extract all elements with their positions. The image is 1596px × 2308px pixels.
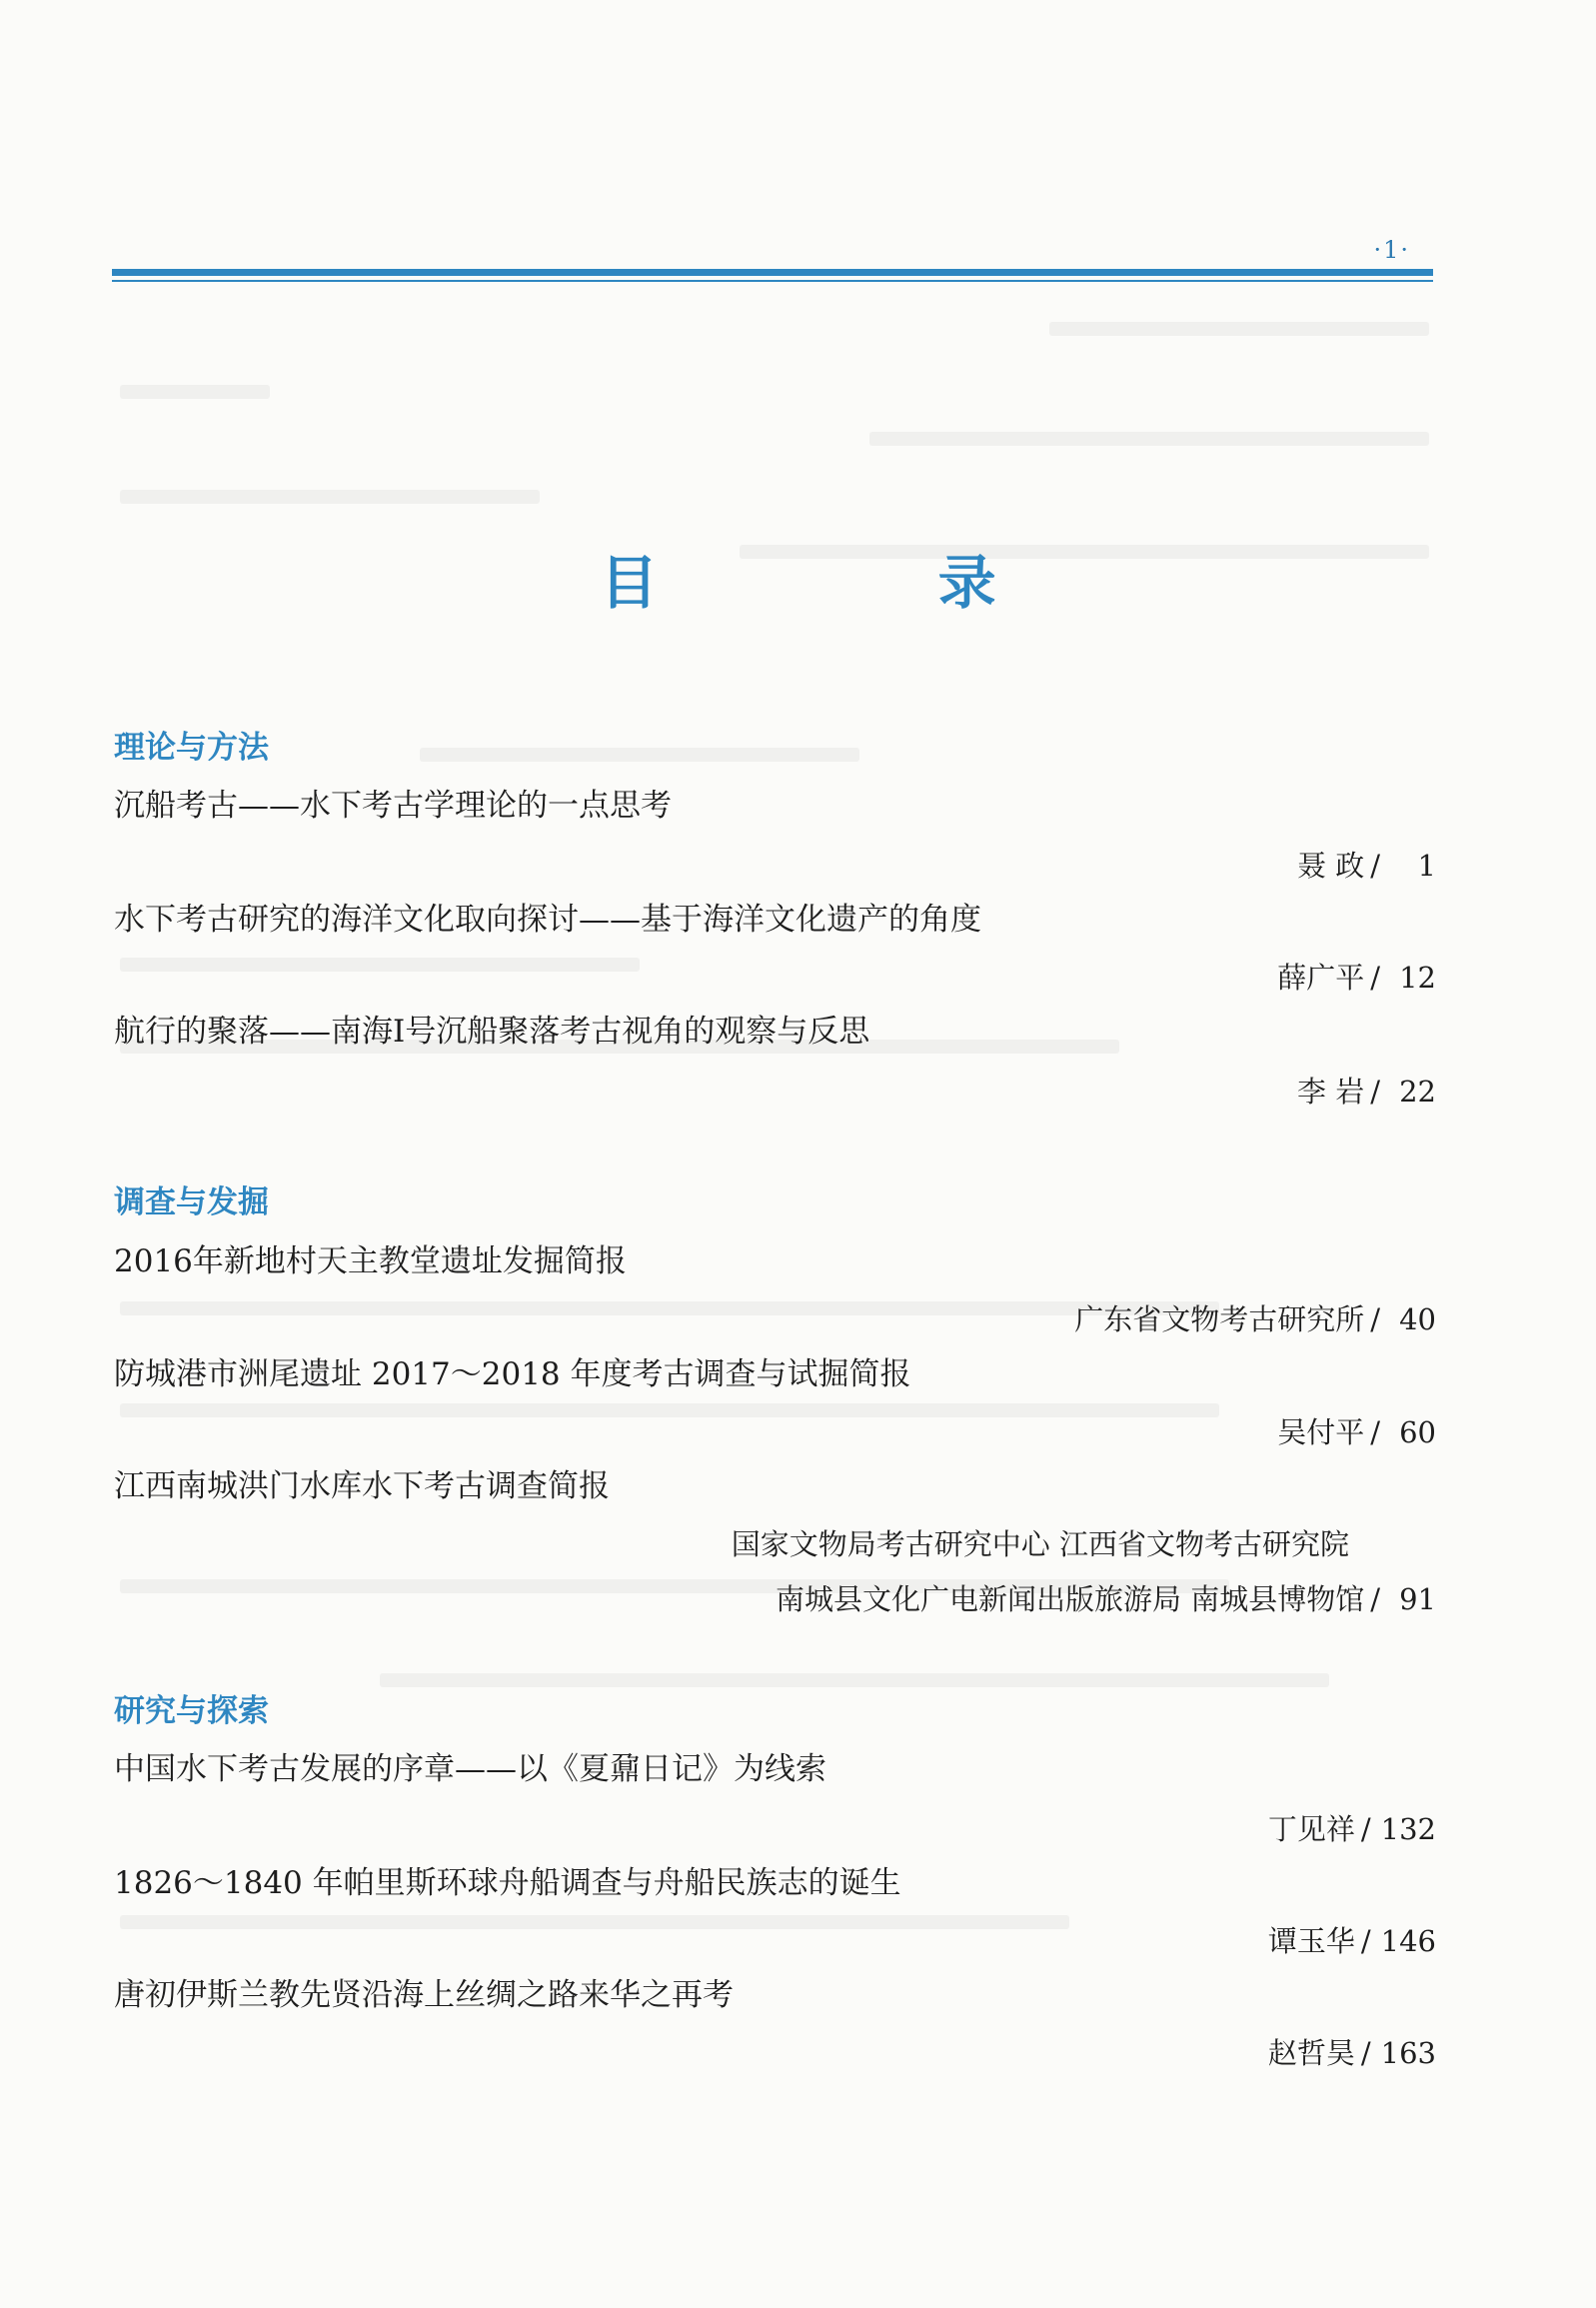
page-number: ·1·	[1373, 236, 1410, 264]
author-name: 吴付平	[1277, 1415, 1365, 1449]
show-through-mark	[869, 432, 1429, 446]
section-heading-survey: 调查与发掘	[114, 1184, 269, 1220]
article-title[interactable]: 沉船考古——水下考古学理论的一点思考	[114, 788, 672, 824]
article-byline: 薛广平 / 12	[1277, 958, 1436, 998]
author-name: 南城县文化广电新闻出版旅游局 南城县博物馆	[775, 1582, 1365, 1616]
page-ref: 60	[1399, 1415, 1436, 1449]
article-title[interactable]: 1826～1840 年帕里斯环球舟船调查与舟船民族志的诞生	[114, 1865, 901, 1901]
article-byline: 南城县文化广电新闻出版旅游局 南城县博物馆 / 91	[776, 1579, 1436, 1619]
author-name: 李 岩	[1297, 1075, 1365, 1109]
show-through-mark	[120, 1301, 1219, 1315]
page-ref: 163	[1380, 2036, 1436, 2070]
author-name: 广东省文物考古研究所	[1074, 1302, 1365, 1336]
article-title[interactable]: 水下考古研究的海洋文化取向探讨——基于海洋文化遗产的角度	[114, 902, 981, 938]
show-through-mark	[120, 1403, 1219, 1417]
page-ref: 132	[1380, 1812, 1436, 1846]
section-heading-research: 研究与探索	[114, 1693, 269, 1729]
show-through-mark	[120, 958, 640, 972]
page-ref: 146	[1380, 1924, 1436, 1958]
author-name: 丁见祥	[1267, 1812, 1355, 1846]
page-title: 目 录	[600, 549, 1126, 617]
page-ref: 40	[1399, 1302, 1436, 1336]
article-title[interactable]: 中国水下考古发展的序章——以《夏鼐日记》为线索	[114, 1751, 826, 1787]
show-through-mark	[120, 385, 270, 399]
header-rule-thin	[112, 280, 1433, 282]
article-title[interactable]: 唐初伊斯兰教先贤沿海上丝绸之路来华之再考	[114, 1977, 734, 2013]
author-name: 薛广平	[1277, 961, 1365, 995]
article-byline: 广东省文物考古研究所 / 40	[1074, 1299, 1436, 1339]
article-title[interactable]: 2016年新地村天主教堂遗址发掘简报	[114, 1243, 627, 1279]
show-through-mark	[120, 490, 540, 504]
article-title[interactable]: 防城港市洲尾遗址 2017～2018 年度考古调查与试掘简报	[114, 1356, 911, 1392]
author-name: 谭玉华	[1267, 1924, 1355, 1958]
article-title[interactable]: 江西南城洪门水库水下考古调查简报	[114, 1468, 610, 1504]
page-ref: 12	[1399, 961, 1436, 995]
page-ref: 22	[1399, 1075, 1436, 1109]
page-ref: 91	[1399, 1582, 1436, 1616]
show-through-mark	[380, 1673, 1329, 1687]
article-byline: 谭玉华 / 146	[1268, 1921, 1436, 1961]
article-byline: 丁见祥 / 132	[1268, 1809, 1436, 1849]
section-heading-theory: 理论与方法	[114, 730, 269, 766]
article-title[interactable]: 航行的聚落——南海Ⅰ号沉船聚落考古视角的观察与反思	[114, 1014, 870, 1050]
article-byline: 李 岩 / 22	[1297, 1072, 1436, 1112]
page-ref: 1	[1417, 849, 1436, 883]
header-rule	[112, 269, 1433, 276]
article-byline: 聂 政 / 1	[1297, 846, 1436, 886]
show-through-mark	[1049, 322, 1429, 336]
article-byline: 赵哲昊 / 163	[1268, 2033, 1436, 2073]
article-byline: 吴付平 / 60	[1277, 1412, 1436, 1452]
show-through-mark	[420, 748, 859, 762]
author-name: 赵哲昊	[1267, 2036, 1355, 2070]
show-through-mark	[120, 1915, 1069, 1929]
author-name: 聂 政	[1297, 849, 1365, 883]
author-institutions: 国家文物局考古研究中心 江西省文物考古研究院	[731, 1527, 1349, 1561]
